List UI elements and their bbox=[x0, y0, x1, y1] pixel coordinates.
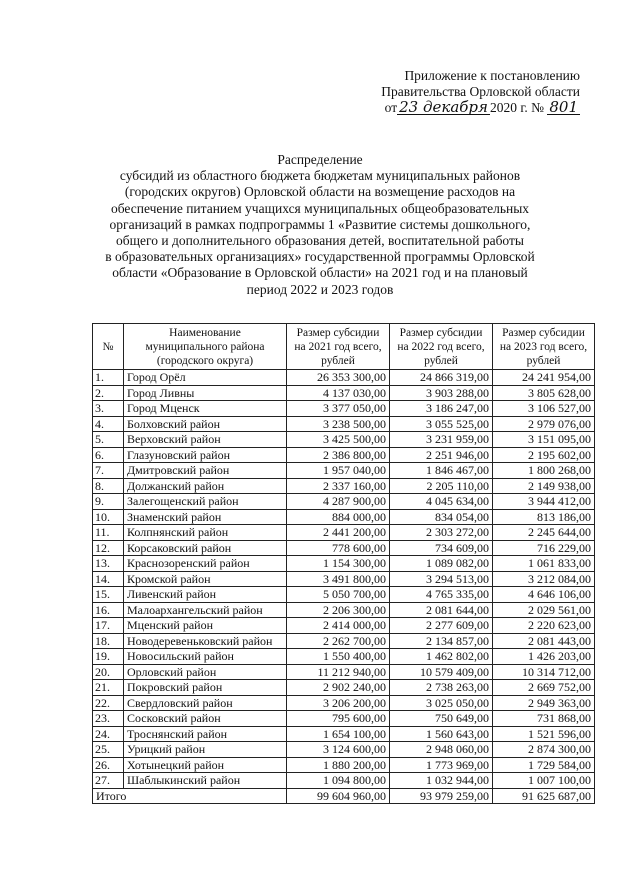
row-num: 4. bbox=[93, 416, 124, 432]
row-2023: 24 241 954,00 bbox=[493, 370, 595, 386]
row-2023: 2 149 938,00 bbox=[493, 478, 595, 494]
row-2021: 3 491 800,00 bbox=[287, 571, 390, 587]
row-num: 16. bbox=[93, 602, 124, 618]
row-2021: 3 425 500,00 bbox=[287, 432, 390, 448]
row-2023: 2 979 076,00 bbox=[493, 416, 595, 432]
table-row bbox=[93, 773, 595, 789]
table-row bbox=[93, 633, 595, 649]
table-row bbox=[93, 416, 595, 432]
row-num: 25. bbox=[93, 742, 124, 758]
row-num: 5. bbox=[93, 432, 124, 448]
row-2022: 2 251 946,00 bbox=[390, 447, 493, 463]
row-2023: 1 007 100,00 bbox=[493, 773, 595, 789]
row-2023: 3 106 527,00 bbox=[493, 401, 595, 417]
total-2022: 93 979 259,00 bbox=[390, 788, 493, 804]
row-name: Мценский район bbox=[124, 618, 287, 634]
title-line: общего и дополнительного образования детей, воспитательной работы bbox=[116, 233, 524, 249]
table-row bbox=[93, 432, 595, 448]
row-num: 11. bbox=[93, 525, 124, 541]
header-2021: Размер субсидии на 2021 год всего, рублей bbox=[287, 324, 390, 370]
row-name: Дмитровский район bbox=[124, 463, 287, 479]
table-row bbox=[93, 385, 595, 401]
table-row bbox=[93, 664, 595, 680]
title-line: период 2022 и 2023 годов bbox=[246, 281, 394, 297]
row-num: 18. bbox=[93, 633, 124, 649]
row-2021: 2 386 800,00 bbox=[287, 447, 390, 463]
row-2021: 11 212 940,00 bbox=[287, 664, 390, 680]
title-line: области «Образование в Орловской области» на 2021 год и на плановый bbox=[112, 265, 528, 281]
row-2021: 884 000,00 bbox=[287, 509, 390, 525]
row-2023: 2 669 752,00 bbox=[493, 680, 595, 696]
row-2023: 813 186,00 bbox=[493, 509, 595, 525]
row-2023: 731 868,00 bbox=[493, 711, 595, 727]
row-num: 21. bbox=[93, 680, 124, 696]
row-2022: 4 045 634,00 bbox=[390, 494, 493, 510]
row-name: Залегощенский район bbox=[124, 494, 287, 510]
row-name: Должанский район bbox=[124, 478, 287, 494]
row-num: 23. bbox=[93, 711, 124, 727]
table-row bbox=[93, 695, 595, 711]
row-num: 3. bbox=[93, 401, 124, 417]
row-name: Болховский район bbox=[124, 416, 287, 432]
header-num: № bbox=[93, 324, 124, 370]
row-num: 13. bbox=[93, 556, 124, 572]
row-2023: 3 944 412,00 bbox=[493, 494, 595, 510]
table-row bbox=[93, 509, 595, 525]
row-num: 26. bbox=[93, 757, 124, 773]
row-2023: 2 220 623,00 bbox=[493, 618, 595, 634]
row-2023: 716 229,00 bbox=[493, 540, 595, 556]
row-num: 17. bbox=[93, 618, 124, 634]
title-line: Распределение bbox=[277, 152, 363, 167]
table-row bbox=[93, 463, 595, 479]
row-2021: 2 262 700,00 bbox=[287, 633, 390, 649]
row-2021: 3 238 500,00 bbox=[287, 416, 390, 432]
row-2022: 1 846 467,00 bbox=[390, 463, 493, 479]
table-row bbox=[93, 494, 595, 510]
row-name: Город Мценск bbox=[124, 401, 287, 417]
row-2021: 1 654 100,00 bbox=[287, 726, 390, 742]
row-name: Покровский район bbox=[124, 680, 287, 696]
total-label: Итого bbox=[93, 788, 287, 804]
row-2022: 2 303 272,00 bbox=[390, 525, 493, 541]
table-row bbox=[93, 447, 595, 463]
row-name: Кромской район bbox=[124, 571, 287, 587]
row-2021: 1 957 040,00 bbox=[287, 463, 390, 479]
year-number-label: 2020 г. № bbox=[489, 100, 544, 115]
row-num: 27. bbox=[93, 773, 124, 789]
header-2022: Размер субсидии на 2022 год всего, рублей bbox=[390, 324, 493, 370]
row-2021: 1 880 200,00 bbox=[287, 757, 390, 773]
table-row bbox=[93, 602, 595, 618]
row-name: Хотынецкий район bbox=[124, 757, 287, 773]
row-2022: 1 462 802,00 bbox=[390, 649, 493, 665]
row-name: Свердловский район bbox=[124, 695, 287, 711]
row-2022: 2 134 857,00 bbox=[390, 633, 493, 649]
row-2022: 3 903 288,00 bbox=[390, 385, 493, 401]
row-num: 12. bbox=[93, 540, 124, 556]
row-name: Ливенский район bbox=[124, 587, 287, 603]
row-2021: 5 050 700,00 bbox=[287, 587, 390, 603]
appendix-header bbox=[330, 68, 580, 116]
title-line: обеспечение питанием учащихся муниципальных общеобразовательных bbox=[110, 200, 530, 216]
table-row bbox=[93, 711, 595, 727]
row-num: 19. bbox=[93, 649, 124, 665]
row-name: Шаблыкинский район bbox=[124, 773, 287, 789]
row-name: Город Орёл bbox=[124, 370, 287, 386]
row-name: Орловский район bbox=[124, 664, 287, 680]
total-2021: 99 604 960,00 bbox=[287, 788, 390, 804]
total-row bbox=[93, 788, 595, 804]
row-2021: 2 902 240,00 bbox=[287, 680, 390, 696]
row-name: Новосильский район bbox=[124, 649, 287, 665]
row-name: Малоархангельский район bbox=[124, 602, 287, 618]
table-row bbox=[93, 540, 595, 556]
row-num: 22. bbox=[93, 695, 124, 711]
row-num: 1. bbox=[93, 370, 124, 386]
document-title bbox=[70, 152, 570, 298]
table-row bbox=[93, 370, 595, 386]
row-2023: 1 521 596,00 bbox=[493, 726, 595, 742]
row-2023: 1 061 833,00 bbox=[493, 556, 595, 572]
row-2021: 795 600,00 bbox=[287, 711, 390, 727]
from-label: от bbox=[384, 100, 398, 115]
row-name: Сосковский район bbox=[124, 711, 287, 727]
row-2021: 4 137 030,00 bbox=[287, 385, 390, 401]
row-2021: 2 206 300,00 bbox=[287, 602, 390, 618]
table-body bbox=[93, 370, 595, 789]
row-2022: 3 055 525,00 bbox=[390, 416, 493, 432]
row-name: Верховский район bbox=[124, 432, 287, 448]
row-2022: 2 205 110,00 bbox=[390, 478, 493, 494]
subsidy-table bbox=[92, 323, 595, 804]
header-2023: Размер субсидии на 2023 год всего, рублей bbox=[493, 324, 595, 370]
table-row bbox=[93, 742, 595, 758]
row-num: 8. bbox=[93, 478, 124, 494]
title-line: в образовательных организациях» государственной программы Орловской bbox=[105, 249, 535, 265]
row-2022: 3 294 513,00 bbox=[390, 571, 493, 587]
row-2023: 3 151 095,00 bbox=[493, 432, 595, 448]
row-2021: 26 353 300,00 bbox=[287, 370, 390, 386]
row-2023: 3 805 628,00 bbox=[493, 385, 595, 401]
table-row bbox=[93, 618, 595, 634]
row-2021: 2 337 160,00 bbox=[287, 478, 390, 494]
table-row bbox=[93, 757, 595, 773]
row-2022: 2 277 609,00 bbox=[390, 618, 493, 634]
row-num: 10. bbox=[93, 509, 124, 525]
appendix-line-2: Правительства Орловской области bbox=[381, 84, 580, 99]
table-row bbox=[93, 556, 595, 572]
row-2023: 2 029 561,00 bbox=[493, 602, 595, 618]
row-num: 14. bbox=[93, 571, 124, 587]
row-2022: 734 609,00 bbox=[390, 540, 493, 556]
row-name: Новодеревеньковский район bbox=[124, 633, 287, 649]
handwritten-date: 23 декабря bbox=[399, 98, 488, 116]
table-row bbox=[93, 525, 595, 541]
row-name: Урицкий район bbox=[124, 742, 287, 758]
row-2022: 2 948 060,00 bbox=[390, 742, 493, 758]
row-2023: 10 314 712,00 bbox=[493, 664, 595, 680]
row-2022: 1 089 082,00 bbox=[390, 556, 493, 572]
appendix-line-3 bbox=[330, 100, 580, 116]
title-line: организаций в рамках подпрограммы 1 «Развитие системы дошкольного, bbox=[109, 216, 531, 232]
row-2022: 2 738 263,00 bbox=[390, 680, 493, 696]
handwritten-number: 801 bbox=[549, 98, 578, 116]
row-2022: 1 773 969,00 bbox=[390, 757, 493, 773]
row-2021: 3 377 050,00 bbox=[287, 401, 390, 417]
row-2021: 3 206 200,00 bbox=[287, 695, 390, 711]
row-2021: 3 124 600,00 bbox=[287, 742, 390, 758]
row-2021: 1 154 300,00 bbox=[287, 556, 390, 572]
row-2022: 3 025 050,00 bbox=[390, 695, 493, 711]
row-num: 6. bbox=[93, 447, 124, 463]
row-2022: 10 579 409,00 bbox=[390, 664, 493, 680]
row-2023: 2 874 300,00 bbox=[493, 742, 595, 758]
row-2022: 1 560 643,00 bbox=[390, 726, 493, 742]
table-row bbox=[93, 587, 595, 603]
row-num: 24. bbox=[93, 726, 124, 742]
row-name: Город Ливны bbox=[124, 385, 287, 401]
title-line: (городских округов) Орловской области на возмещение расходов на bbox=[124, 184, 516, 200]
row-name: Колпнянский район bbox=[124, 525, 287, 541]
row-2023: 4 646 106,00 bbox=[493, 587, 595, 603]
row-2022: 750 649,00 bbox=[390, 711, 493, 727]
header-name: Наименование муниципального района (городского округа) bbox=[124, 324, 287, 370]
table-row bbox=[93, 571, 595, 587]
row-2022: 4 765 335,00 bbox=[390, 587, 493, 603]
row-2023: 2 245 644,00 bbox=[493, 525, 595, 541]
row-2022: 3 231 959,00 bbox=[390, 432, 493, 448]
table-row bbox=[93, 726, 595, 742]
title-line: субсидий из областного бюджета бюджетам муниципальных районов bbox=[119, 168, 521, 184]
row-2023: 2 081 443,00 bbox=[493, 633, 595, 649]
row-name: Троснянский район bbox=[124, 726, 287, 742]
row-2023: 1 426 203,00 bbox=[493, 649, 595, 665]
row-name: Знаменский район bbox=[124, 509, 287, 525]
total-2023: 91 625 687,00 bbox=[493, 788, 595, 804]
appendix-line-1: Приложение к постановлению bbox=[404, 68, 580, 83]
row-num: 15. bbox=[93, 587, 124, 603]
row-2023: 3 212 084,00 bbox=[493, 571, 595, 587]
row-name: Глазуновский район bbox=[124, 447, 287, 463]
row-2021: 1 550 400,00 bbox=[287, 649, 390, 665]
row-2023: 2 949 363,00 bbox=[493, 695, 595, 711]
table-header-row bbox=[93, 324, 595, 370]
table-row bbox=[93, 478, 595, 494]
row-name: Краснозоренский район bbox=[124, 556, 287, 572]
row-2021: 2 441 200,00 bbox=[287, 525, 390, 541]
row-2021: 2 414 000,00 bbox=[287, 618, 390, 634]
table-row bbox=[93, 680, 595, 696]
row-num: 2. bbox=[93, 385, 124, 401]
row-num: 20. bbox=[93, 664, 124, 680]
row-num: 9. bbox=[93, 494, 124, 510]
row-2022: 1 032 944,00 bbox=[390, 773, 493, 789]
row-2021: 4 287 900,00 bbox=[287, 494, 390, 510]
row-2022: 3 186 247,00 bbox=[390, 401, 493, 417]
row-num: 7. bbox=[93, 463, 124, 479]
row-2023: 1 729 584,00 bbox=[493, 757, 595, 773]
row-2022: 834 054,00 bbox=[390, 509, 493, 525]
table-row bbox=[93, 649, 595, 665]
row-2023: 1 800 268,00 bbox=[493, 463, 595, 479]
row-name: Корсаковский район bbox=[124, 540, 287, 556]
row-2021: 778 600,00 bbox=[287, 540, 390, 556]
row-2022: 2 081 644,00 bbox=[390, 602, 493, 618]
row-2022: 24 866 319,00 bbox=[390, 370, 493, 386]
row-2021: 1 094 800,00 bbox=[287, 773, 390, 789]
row-2023: 2 195 602,00 bbox=[493, 447, 595, 463]
table-row bbox=[93, 401, 595, 417]
